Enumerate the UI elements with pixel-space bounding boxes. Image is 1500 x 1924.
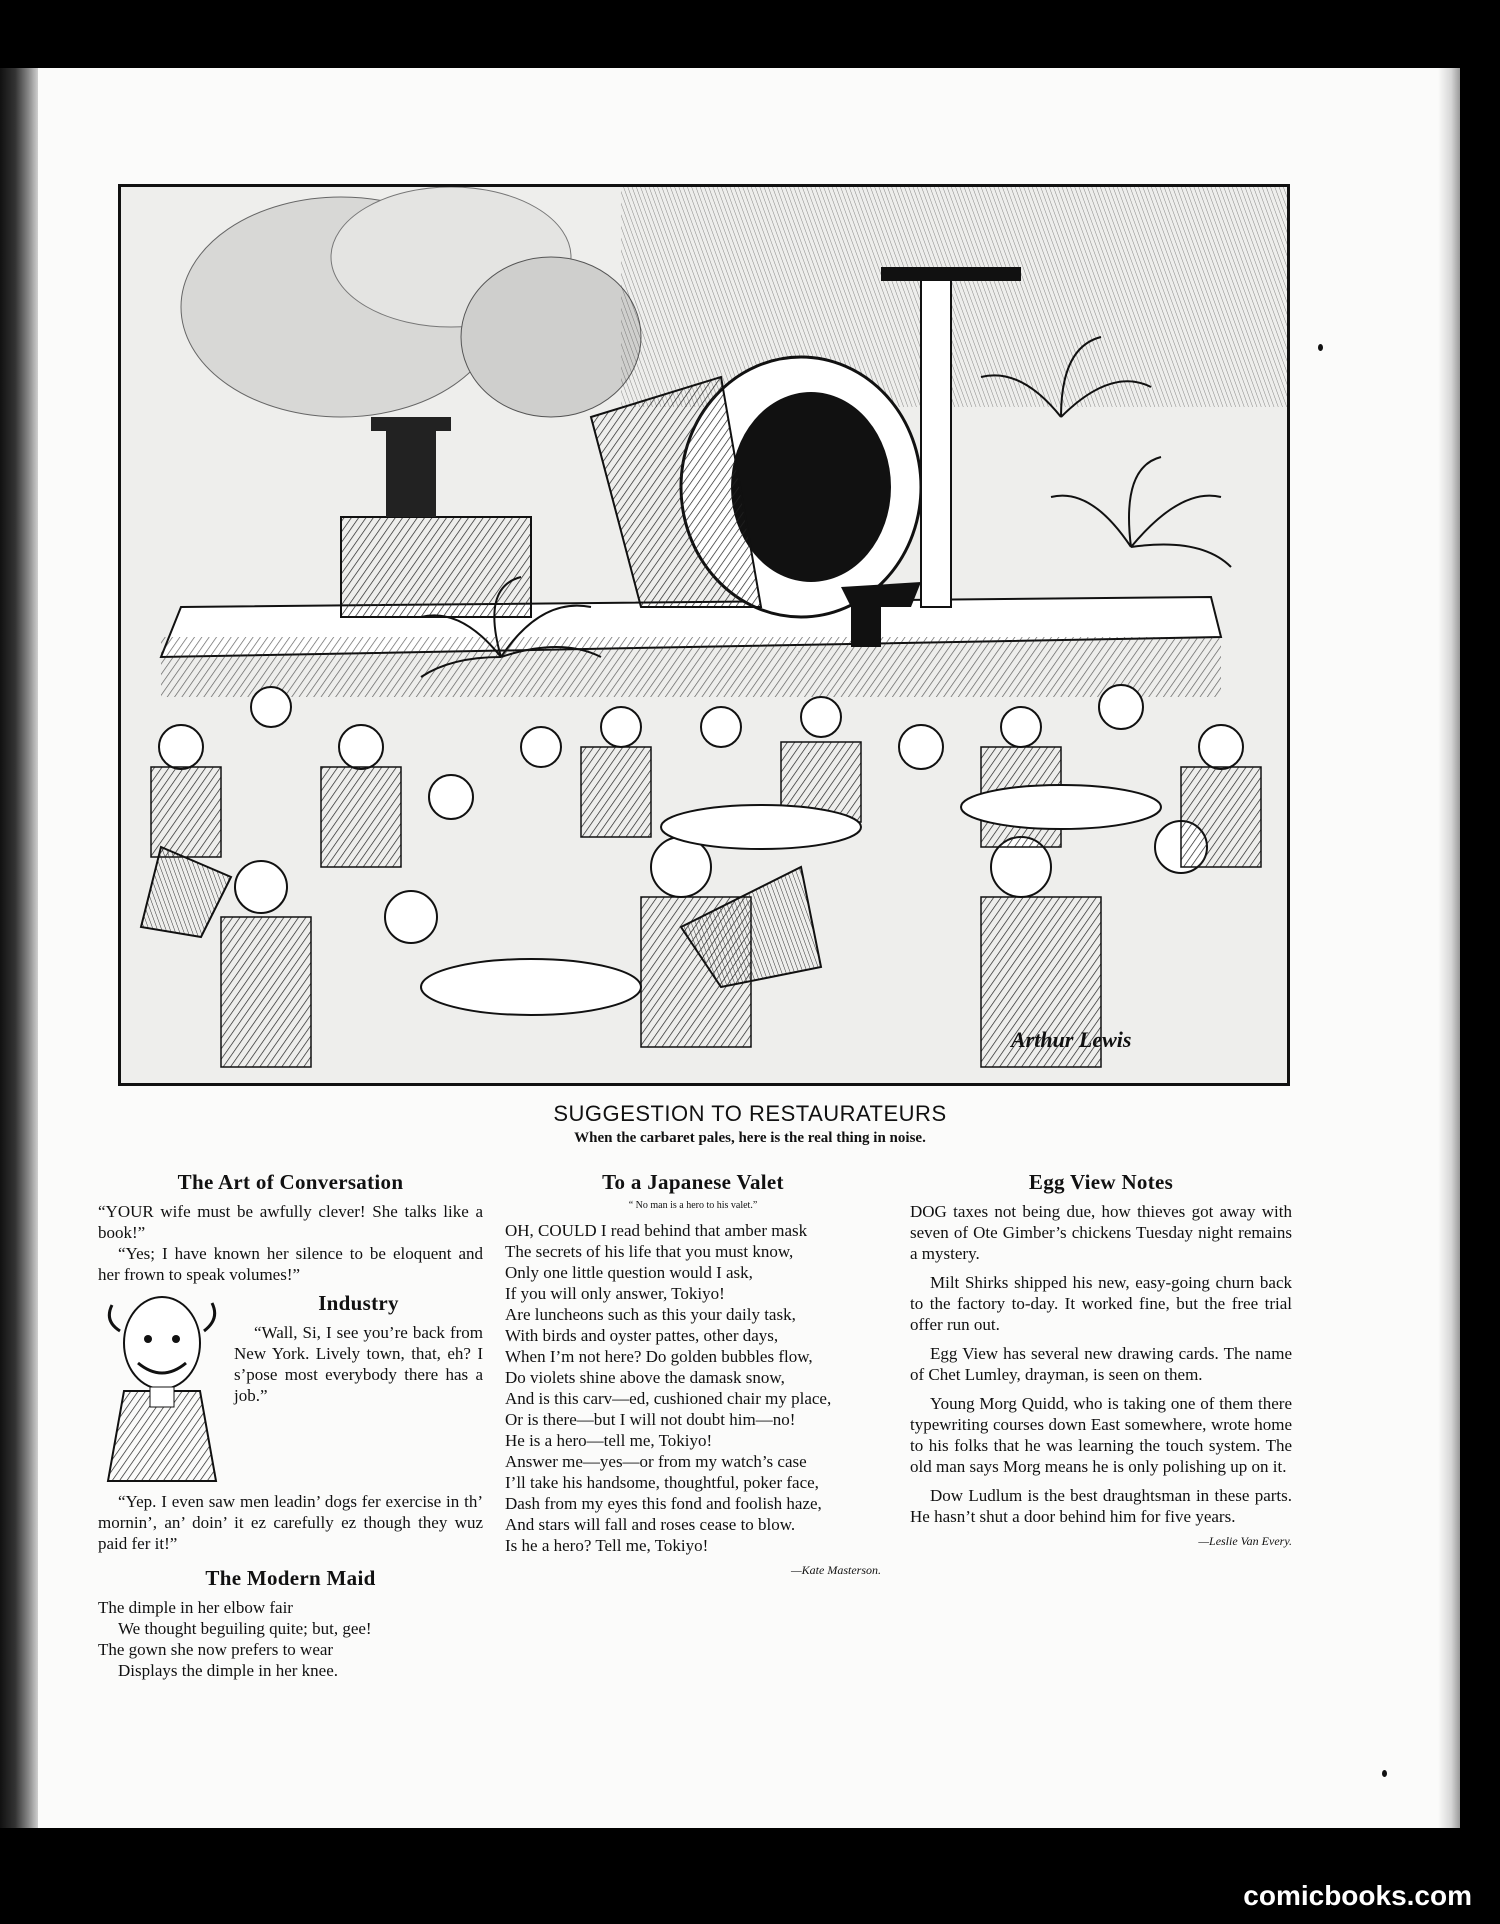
heading-modern-maid: The Modern Maid <box>205 1566 376 1590</box>
notes-paragraph: Dow Ludlum is the best draughtsman in these parts. He hasn’t shut a door behind him for five years. <box>910 1486 1292 1526</box>
notes-paragraph: DOG taxes not being due, how thieves got away with seven of Ote Gimber’s chickens Tuesday night remains a mystery. <box>910 1202 1292 1263</box>
poem-line: He is a hero—tell me, Tokiyo! <box>505 1431 713 1450</box>
artist-signature: Arthur Lewis <box>1011 1027 1132 1052</box>
poem-line: Do violets shine above the damask snow, <box>505 1368 785 1387</box>
cartoon-man-icon <box>98 1291 226 1491</box>
maid-line-3: The gown she now prefers to wear <box>98 1640 334 1659</box>
notes-paragraph: Egg View has several new drawing cards. The name of Chet Lumley, drayman, is seen on them. <box>910 1344 1292 1384</box>
poem-line: If you will only answer, Tokiyo! <box>505 1284 725 1303</box>
poem-line: And is this carv—ed, cushioned chair my place, <box>505 1389 832 1408</box>
heading-japanese-valet: To a Japanese Valet <box>602 1170 784 1194</box>
maid-line-1: The dimple in her elbow fair <box>98 1598 293 1617</box>
site-watermark: comicbooks.com <box>1243 1880 1472 1911</box>
industry-line-2: “Yep. I even saw men leadin’ dogs fer exercise in th’ mornin’, an’ doin’ it ez carefully ez though they wuz paid fer it!” <box>98 1492 483 1553</box>
poem-line: Answer me—yes—or from my watch’s case <box>505 1452 807 1471</box>
notes-paragraph: Young Morg Quidd, who is taking one of them there typewriting courses down East somewhere, wrote home to his folks that he was learning the touch system. The old man says Morg means he is only polishing up on it. <box>910 1394 1292 1476</box>
valet-epigraph: “ No man is a hero to his valet.” <box>628 1200 758 1211</box>
maid-line-4: Displays the dimple in her knee. <box>118 1661 339 1680</box>
speck <box>1318 344 1323 351</box>
industry-line-1: “Wall, Si, I see you’re back from New York. Lively town, that, eh? I s’pose most everybody there has a job.” <box>234 1323 483 1405</box>
column-japanese-valet <box>505 1172 881 1581</box>
heading-egg-view-notes: Egg View Notes <box>1028 1170 1174 1194</box>
poem-line: Or is there—but I will not doubt him—no! <box>505 1410 796 1429</box>
speck <box>1382 1770 1387 1777</box>
heading-art-of-conversation: The Art of Conversation <box>177 1170 404 1194</box>
column-egg-view-notes <box>910 1172 1292 1552</box>
conversation-line-1: “YOUR wife must be awfully clever! She talks like a book!” <box>98 1202 483 1242</box>
restaurant-cartoon-illustration <box>118 184 1290 1086</box>
poem-line: Is he a hero? Tell me, Tokiyo! <box>505 1536 709 1555</box>
conversation-line-2: “Yes; I have known her silence to be eloquent and her frown to speak volumes!” <box>98 1244 483 1284</box>
notes-paragraph: Milt Shirks shipped his new, easy-going churn back to the factory to-day. It worked fine, but the free trial offer run out. <box>910 1273 1292 1334</box>
poem-line: Are luncheons such as this your daily task, <box>505 1305 796 1324</box>
cartoon-drawing <box>121 187 1287 1083</box>
poem-line: With birds and oyster pattes, other days, <box>505 1326 779 1345</box>
poem-line: Dash from my eyes this fond and foolish haze, <box>505 1494 822 1513</box>
valet-signature: —Kate Masterson. <box>791 1563 881 1577</box>
page-edge-left <box>0 68 38 1828</box>
poem-line: When I’m not here? Do golden bubbles flow, <box>505 1347 813 1366</box>
notes-signature: —Leslie Van Every. <box>1198 1534 1292 1548</box>
poem-line: OH, COULD I read behind that amber mask <box>505 1221 808 1240</box>
caption-title: SUGGESTION TO RESTAURATEURS <box>553 1101 947 1126</box>
heading-industry: Industry <box>318 1291 399 1315</box>
poem-line: I’ll take his handsome, thoughtful, poker face, <box>505 1473 819 1492</box>
page-edge-right <box>1438 68 1460 1828</box>
poem-line: Only one little question would I ask, <box>505 1263 753 1282</box>
caption-subtitle: When the carbaret pales, here is the real thing in noise. <box>574 1130 926 1146</box>
maid-line-2: We thought beguiling quite; but, gee! <box>118 1619 372 1638</box>
column-art-of-conversation <box>98 1172 483 1681</box>
poem-line: And stars will fall and roses cease to blow. <box>505 1515 796 1534</box>
poem-line: The secrets of his life that you must know, <box>505 1242 794 1261</box>
